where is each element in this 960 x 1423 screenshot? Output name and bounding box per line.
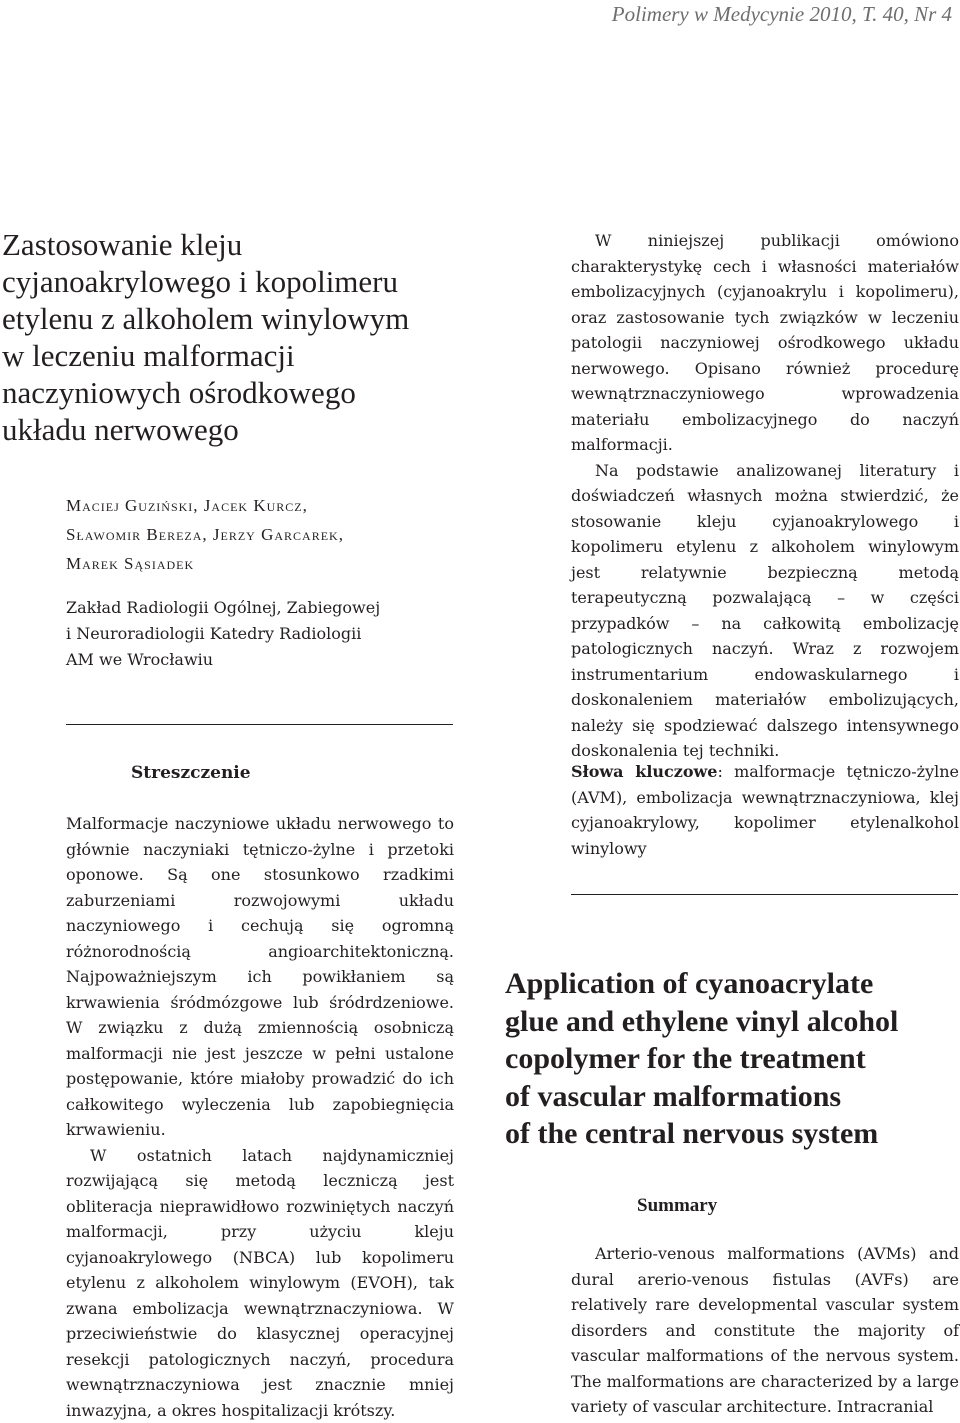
article-title-polish — [2, 226, 462, 448]
affiliation-line: i Neuroradiologii Katedry Radiologii — [66, 621, 466, 647]
article-title-english — [505, 965, 955, 1153]
author-line: Sławomir Bereza, Jerzy Garcarek, — [66, 520, 466, 549]
journal-header: Polimery w Medycynie 2010, T. 40, Nr 4 — [612, 2, 952, 27]
streszczenie-paragraph: W ostatnich latach najdynamiczniej rozwijającą się metodą leczniczą jest obliteracja nieprawidłowo rozwiniętych naczyń malformacji, przy użyciu kleju cyjanoakrylowego (NBCA) lub kopolimeru etylenu z alkoholem winylowym (EVOH), tak zwana embolizacja wewnątrznaczyniowa. W przeciwieństwie do klasycznej operacyjnej resekcji patologicznych naczyń, procedura wewnątrznaczyniowa jest znacznie mniej inwazyjna, a okres hospitalizacji krótszy. — [66, 1143, 454, 1423]
keywords-label: Słowa kluczowe — [571, 762, 717, 781]
title-pl-line: układu nerwowego — [2, 411, 462, 448]
streszczenie-paragraph: Na podstawie analizowanej literatury i doświadczeń własnych można stwierdzić, że stosowanie kleju cyjanoakrylowego i kopolimeru etylenu z alkoholem winylowym jest relatywnie bezpieczną metodą terapeutyczną pozwalającą – w części przypadków – na całkowitą embolizację patologicznych naczyń. Wraz z rozwojem instrumentarium endowaskularnego i doskonaleniem materiałów embolizujących, należy się spodziewać dalszego intensywnego doskonalenia tej techniki. — [571, 458, 959, 764]
author-line: Maciej Guziński, Jacek Kurcz, — [66, 491, 466, 520]
section-divider — [571, 894, 958, 895]
summary-body: Arterio-venous malformations (AVMs) and dural arerio-venous fistulas (AVFs) are relatively rare developmental vascular system disorders and constitute the majority of vascular malformations of the nervous system. The malformations are characterized by a large variety of vascular architecture. Intracranial — [571, 1241, 959, 1420]
summary-heading: Summary — [637, 1195, 717, 1217]
affiliation — [66, 595, 466, 673]
affiliation-line: AM we Wrocławiu — [66, 647, 466, 673]
title-en-line: of vascular malformations — [505, 1078, 955, 1116]
title-en-line: of the central nervous system — [505, 1115, 955, 1153]
author-line: Marek Sąsiadek — [66, 549, 466, 578]
streszczenie-body — [66, 811, 454, 1423]
streszczenie-paragraph: W niniejszej publikacji omówiono charakterystykę cech i własności materiałów embolizacyjnych (cyjanoakrylu i kopolimeru), oraz zastosowanie tych związków w leczeniu patologii naczyniowej ośrodkowego układu nerwowego. Opisano również procedurę wewnątrznaczyniowego wprowadzenia materiału embolizacyjnego do naczyń malformacji. — [571, 228, 959, 458]
author-list — [66, 491, 466, 578]
affiliation-line: Zakład Radiologii Ogólnej, Zabiegowej — [66, 595, 466, 621]
title-pl-line: etylenu z alkoholem winylowym — [2, 300, 462, 337]
keywords-text: : malformacje tętniczo-żylne (AVM), embolizacja wewnątrznaczyniowa, klej cyjanoakrylowy, kopolimer etylenalkohol winylowy — [571, 762, 959, 858]
streszczenie-heading: Streszczenie — [131, 763, 251, 783]
keywords — [571, 759, 959, 861]
title-pl-line: Zastosowanie kleju — [2, 226, 462, 263]
section-divider — [66, 724, 453, 725]
title-en-line: glue and ethylene vinyl alcohol — [505, 1003, 955, 1041]
streszczenie-continued — [571, 228, 959, 764]
title-pl-line: cyjanoakrylowego i kopolimeru — [2, 263, 462, 300]
title-en-line: copolymer for the treatment — [505, 1040, 955, 1078]
title-en-line: Application of cyanoacrylate — [505, 965, 955, 1003]
streszczenie-paragraph: Malformacje naczyniowe układu nerwowego to głównie naczyniaki tętniczo-żylne i przetoki oponowe. Są one stosunkowo rzadkimi zaburzeniami rozwojowymi układu naczyniowego i cechują się ogromną różnorodnością angioarchitektoniczną. Najpoważniejszym ich powikłaniem są krwawienia śródmózgowe lub śródrdzeniowe. W związku z dużą zmiennością osobniczą malformacji nie jest jeszcze w pełni ustalone postępowanie, które miałoby prowadzić do ich całkowitego wyleczenia lub zapobiegnięcia krwawieniu. — [66, 811, 454, 1143]
title-pl-line: naczyniowych ośrodkowego — [2, 374, 462, 411]
title-pl-line: w leczeniu malformacji — [2, 337, 462, 374]
